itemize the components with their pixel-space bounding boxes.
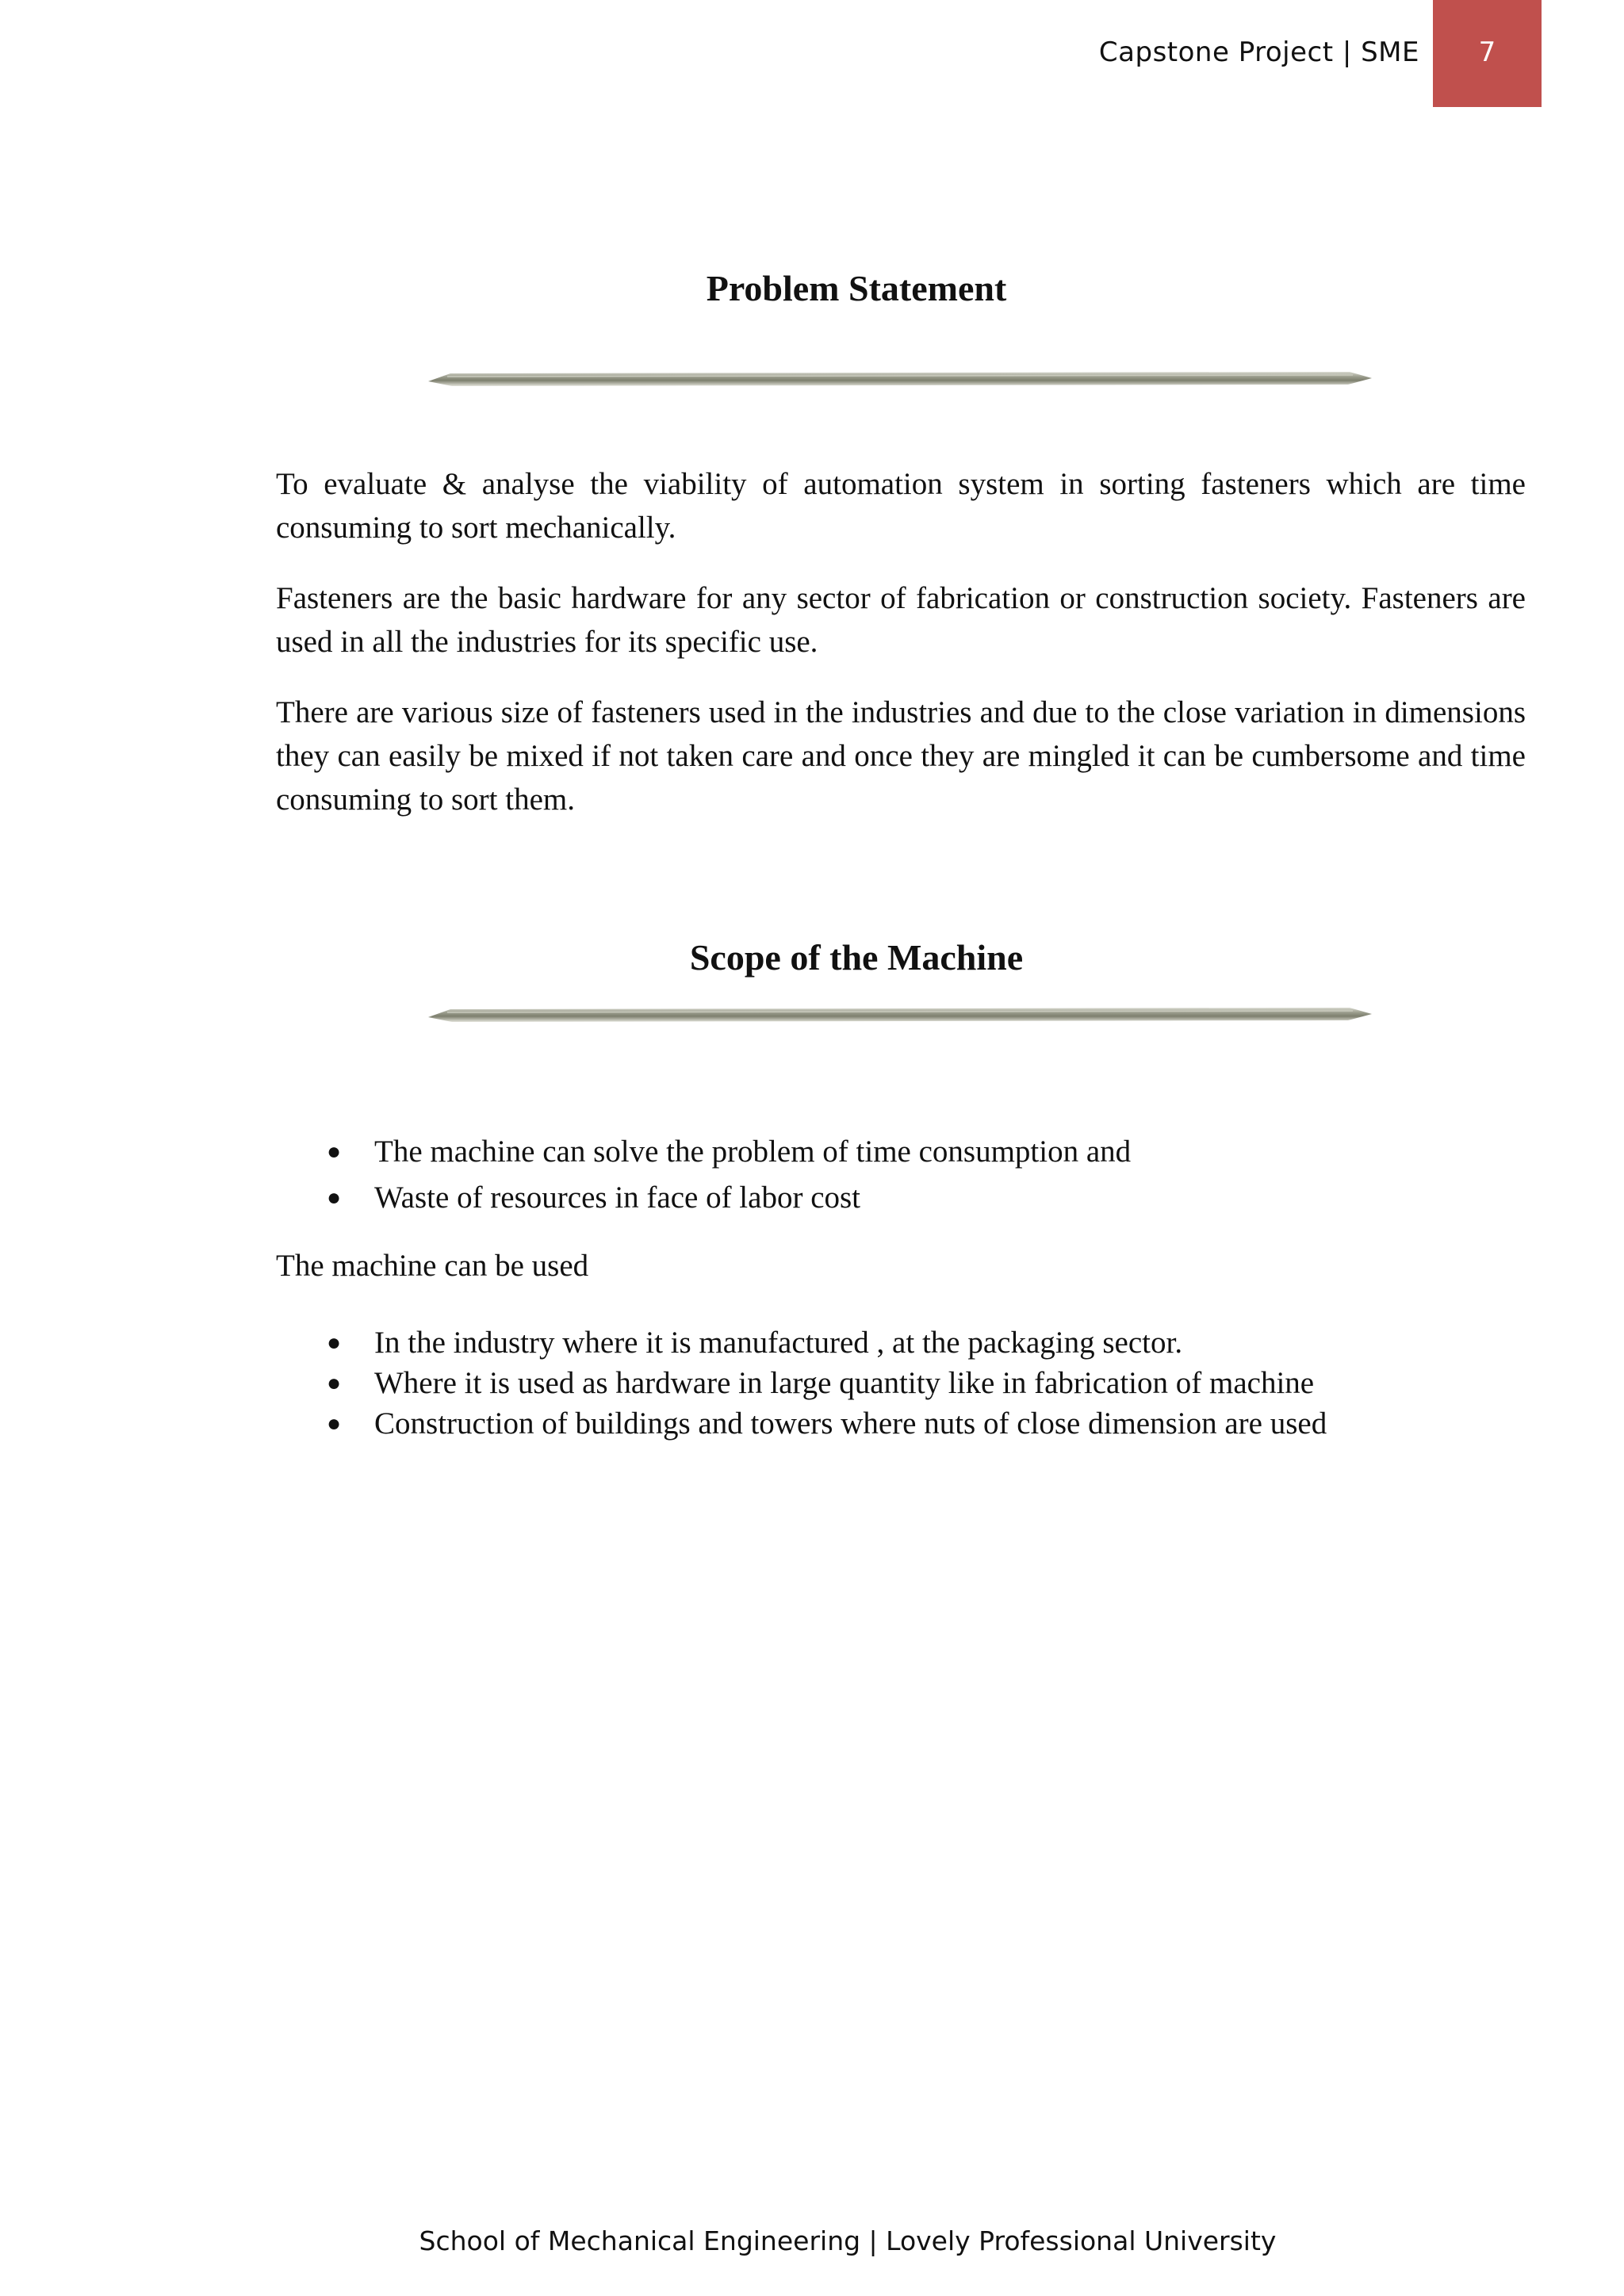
footer-text: School of Mechanical Engineering | Lovely Professional University bbox=[419, 2225, 1277, 2256]
page-number-badge bbox=[1433, 0, 1542, 107]
bullet-icon: ● bbox=[327, 1330, 342, 1356]
section-divider bbox=[428, 367, 1372, 388]
bullet-icon: ● bbox=[327, 1184, 342, 1211]
scope-heading: Scope of the Machine bbox=[689, 937, 1024, 978]
usage-intro: The machine can be used bbox=[276, 1249, 589, 1283]
list-item-text: Where it is used as hardware in large quantity like in fabrication of machine bbox=[374, 1366, 1315, 1400]
list-item bbox=[276, 1322, 1545, 1363]
problem-paragraph-2: Fasteners are the basic hardware for any sector of fabrication or construction society. Fasteners are used in all the industries for its specific use. bbox=[276, 581, 1526, 659]
problem-paragraph-1: To evaluate & analyse the viability of automation system in sorting fasteners which are time consuming to sort mechanically. bbox=[276, 467, 1526, 545]
list-item-text: Waste of resources in face of labor cost bbox=[374, 1181, 861, 1215]
header-title: Capstone Project | SME bbox=[1098, 36, 1419, 68]
problem-paragraph-3: There are various size of fasteners used in the industries and due to the close variation in dimensions they can easily be mixed if not taken care and once they are mingled it can be cumbersome and time consuming to sort them. bbox=[276, 695, 1526, 817]
list-item bbox=[276, 1175, 1545, 1221]
bullet-icon: ● bbox=[327, 1410, 342, 1437]
list-item bbox=[276, 1403, 1545, 1444]
page-number: 7 bbox=[1478, 36, 1496, 68]
scope-bullet-list bbox=[276, 1129, 1545, 1221]
bullet-icon: ● bbox=[327, 1138, 342, 1165]
list-item-text: In the industry where it is manufactured , at the packaging sector. bbox=[374, 1326, 1183, 1360]
list-item-text: The machine can solve the problem of time consumption and bbox=[374, 1135, 1132, 1169]
usage-bullet-list bbox=[276, 1322, 1545, 1444]
section-divider bbox=[428, 1003, 1372, 1024]
list-item bbox=[276, 1363, 1545, 1403]
bullet-icon: ● bbox=[327, 1370, 342, 1396]
problem-statement-heading: Problem Statement bbox=[706, 268, 1007, 308]
list-item-text: Construction of buildings and towers where nuts of close dimension are used bbox=[374, 1406, 1327, 1441]
list-item bbox=[276, 1129, 1545, 1175]
